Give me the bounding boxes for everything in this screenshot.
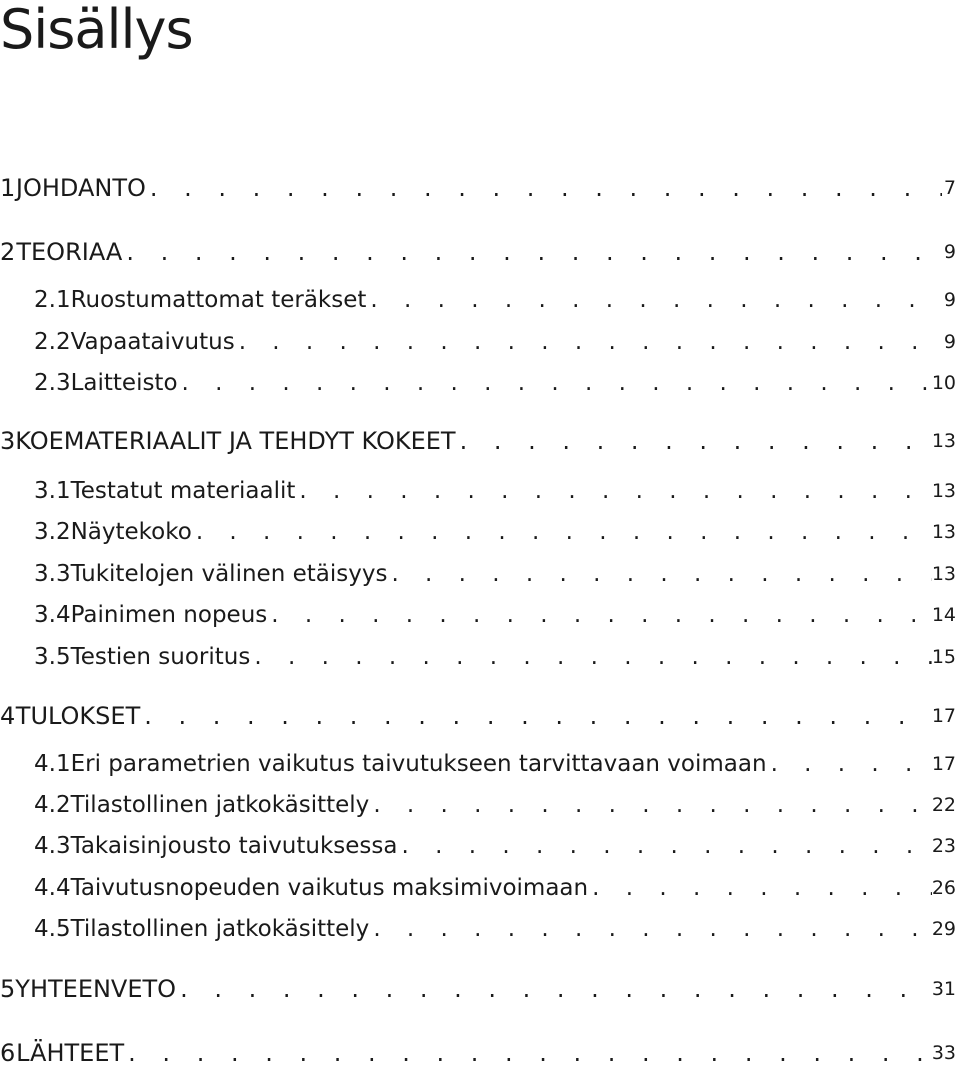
toc-entry-number: 2.1 [34, 287, 71, 313]
toc-entry-title: KOEMATERIAALIT JA TEHDYT KOKEET [15, 427, 456, 455]
toc-entry-number: 6 [0, 1039, 16, 1067]
toc-entry-section-2-3[interactable] [0, 366, 960, 400]
toc-entry-number: 3.3 [34, 561, 71, 587]
toc-entry-number: 1 [0, 174, 16, 202]
toc-entry-section-4-3[interactable] [0, 829, 960, 863]
dot-leader [192, 515, 932, 549]
toc-entry-page: 14 [931, 604, 956, 626]
toc-entry-number: 4.2 [34, 792, 71, 818]
toc-entry-section-4-2[interactable] [0, 788, 960, 822]
toc-entry-number: 3 [0, 427, 16, 455]
toc-entry-section-4-5[interactable] [0, 912, 960, 946]
toc-entry-title: TULOKSET [15, 702, 141, 730]
toc-entry-page: 15 [931, 646, 956, 668]
toc-entry-section-4-4[interactable] [0, 871, 960, 905]
toc-entry-number: 2.3 [34, 370, 71, 396]
dot-leader [369, 788, 932, 822]
dot-leader [146, 171, 942, 205]
toc-entry-title: Tukitelojen välinen etäisyys [70, 561, 388, 587]
toc-entry-title: Vapaataivutus [70, 329, 235, 355]
toc-entry-page: 10 [931, 372, 956, 394]
toc-entry-chapter-1[interactable] [0, 171, 960, 205]
toc-entry-page: 29 [931, 918, 956, 940]
toc-entry-number: 4.1 [34, 751, 71, 777]
toc-entry-title: TEORIAA [16, 238, 123, 266]
toc-entry-chapter-3[interactable] [0, 424, 960, 458]
toc-entry-number: 2 [0, 238, 16, 266]
toc-entry-section-4-1[interactable] [0, 747, 960, 781]
toc-entry-title: LÄHTEET [16, 1039, 125, 1067]
dot-leader [588, 871, 932, 905]
toc-entry-section-3-4[interactable] [0, 598, 960, 632]
toc-entry-number: 4.4 [34, 875, 71, 901]
toc-entry-chapter-4[interactable] [0, 699, 960, 733]
toc-entry-title: Testien suoritus [70, 644, 251, 670]
dot-leader [122, 235, 941, 269]
toc-entry-title: Näytekoko [70, 519, 192, 545]
toc-entry-title: Testatut materiaalit [70, 478, 296, 504]
dot-leader [140, 699, 932, 733]
toc-entry-title: JOHDANTO [15, 174, 146, 202]
toc-entry-page: 13 [931, 480, 956, 502]
toc-entry-page: 9 [943, 331, 956, 353]
toc-entry-page: 13 [931, 521, 956, 543]
dot-leader [295, 474, 931, 508]
toc-entry-title: Laitteisto [70, 370, 178, 396]
toc-entry-number: 2.2 [34, 329, 71, 355]
toc-entry-page: 23 [931, 835, 956, 857]
dot-leader [398, 829, 932, 863]
toc-entry-number: 5 [0, 975, 16, 1003]
toc-entry-title: YHTEENVETO [15, 975, 177, 1003]
toc-entry-title: Takaisinjousto taivutuksessa [70, 833, 398, 859]
toc-entry-section-2-2[interactable] [0, 325, 960, 359]
toc-entry-section-3-2[interactable] [0, 515, 960, 549]
toc-entry-section-3-5[interactable] [0, 640, 960, 674]
toc-entry-number: 3.5 [34, 644, 71, 670]
toc-entry-page: 17 [931, 705, 956, 727]
toc-entry-title: Taivutusnopeuden vaikutus maksimivoimaan [70, 875, 589, 901]
dot-leader [767, 747, 932, 781]
page-title: Sisällys [0, 0, 193, 61]
toc-entry-section-2-1[interactable] [0, 283, 960, 317]
toc-entry-title: Eri parametrien vaikutus taivutukseen tarvittavaan voimaan [70, 751, 767, 777]
toc-entry-page: 17 [931, 753, 956, 775]
dot-leader [456, 424, 932, 458]
toc-entry-page: 7 [943, 177, 956, 199]
dot-leader [366, 283, 944, 317]
dot-leader [250, 640, 931, 674]
toc-entry-title: Painimen nopeus [70, 602, 268, 628]
toc-entry-number: 4 [0, 702, 16, 730]
toc-entry-section-3-3[interactable] [0, 557, 960, 591]
toc-entry-number: 4.3 [34, 833, 71, 859]
toc-entry-page: 9 [943, 289, 956, 311]
dot-leader [235, 325, 944, 359]
toc-entry-chapter-6[interactable] [0, 1036, 960, 1070]
toc-entry-page: 31 [931, 978, 956, 1000]
toc-entry-number: 3.2 [34, 519, 71, 545]
dot-leader [178, 366, 932, 400]
toc-entry-title: Tilastollinen jatkokäsittely [70, 792, 370, 818]
dot-leader [387, 557, 931, 591]
toc-entry-page: 13 [931, 563, 956, 585]
dot-leader [124, 1036, 932, 1070]
toc-entry-title: Tilastollinen jatkokäsittely [70, 916, 370, 942]
toc-entry-section-3-1[interactable] [0, 474, 960, 508]
toc-entry-page: 33 [931, 1042, 956, 1064]
toc-entry-number: 3.4 [34, 602, 71, 628]
toc-entry-number: 3.1 [34, 478, 71, 504]
toc-entry-page: 13 [931, 430, 956, 452]
dot-leader [369, 912, 932, 946]
toc-entry-chapter-2[interactable] [0, 235, 960, 269]
toc-entry-page: 22 [931, 794, 956, 816]
toc-entry-page: 9 [943, 241, 956, 263]
dot-leader [176, 972, 932, 1006]
dot-leader [267, 598, 932, 632]
toc-entry-page: 26 [931, 877, 956, 899]
toc-entry-title: Ruostumattomat teräkset [70, 287, 367, 313]
toc-entry-chapter-5[interactable] [0, 972, 960, 1006]
toc-entry-number: 4.5 [34, 916, 71, 942]
